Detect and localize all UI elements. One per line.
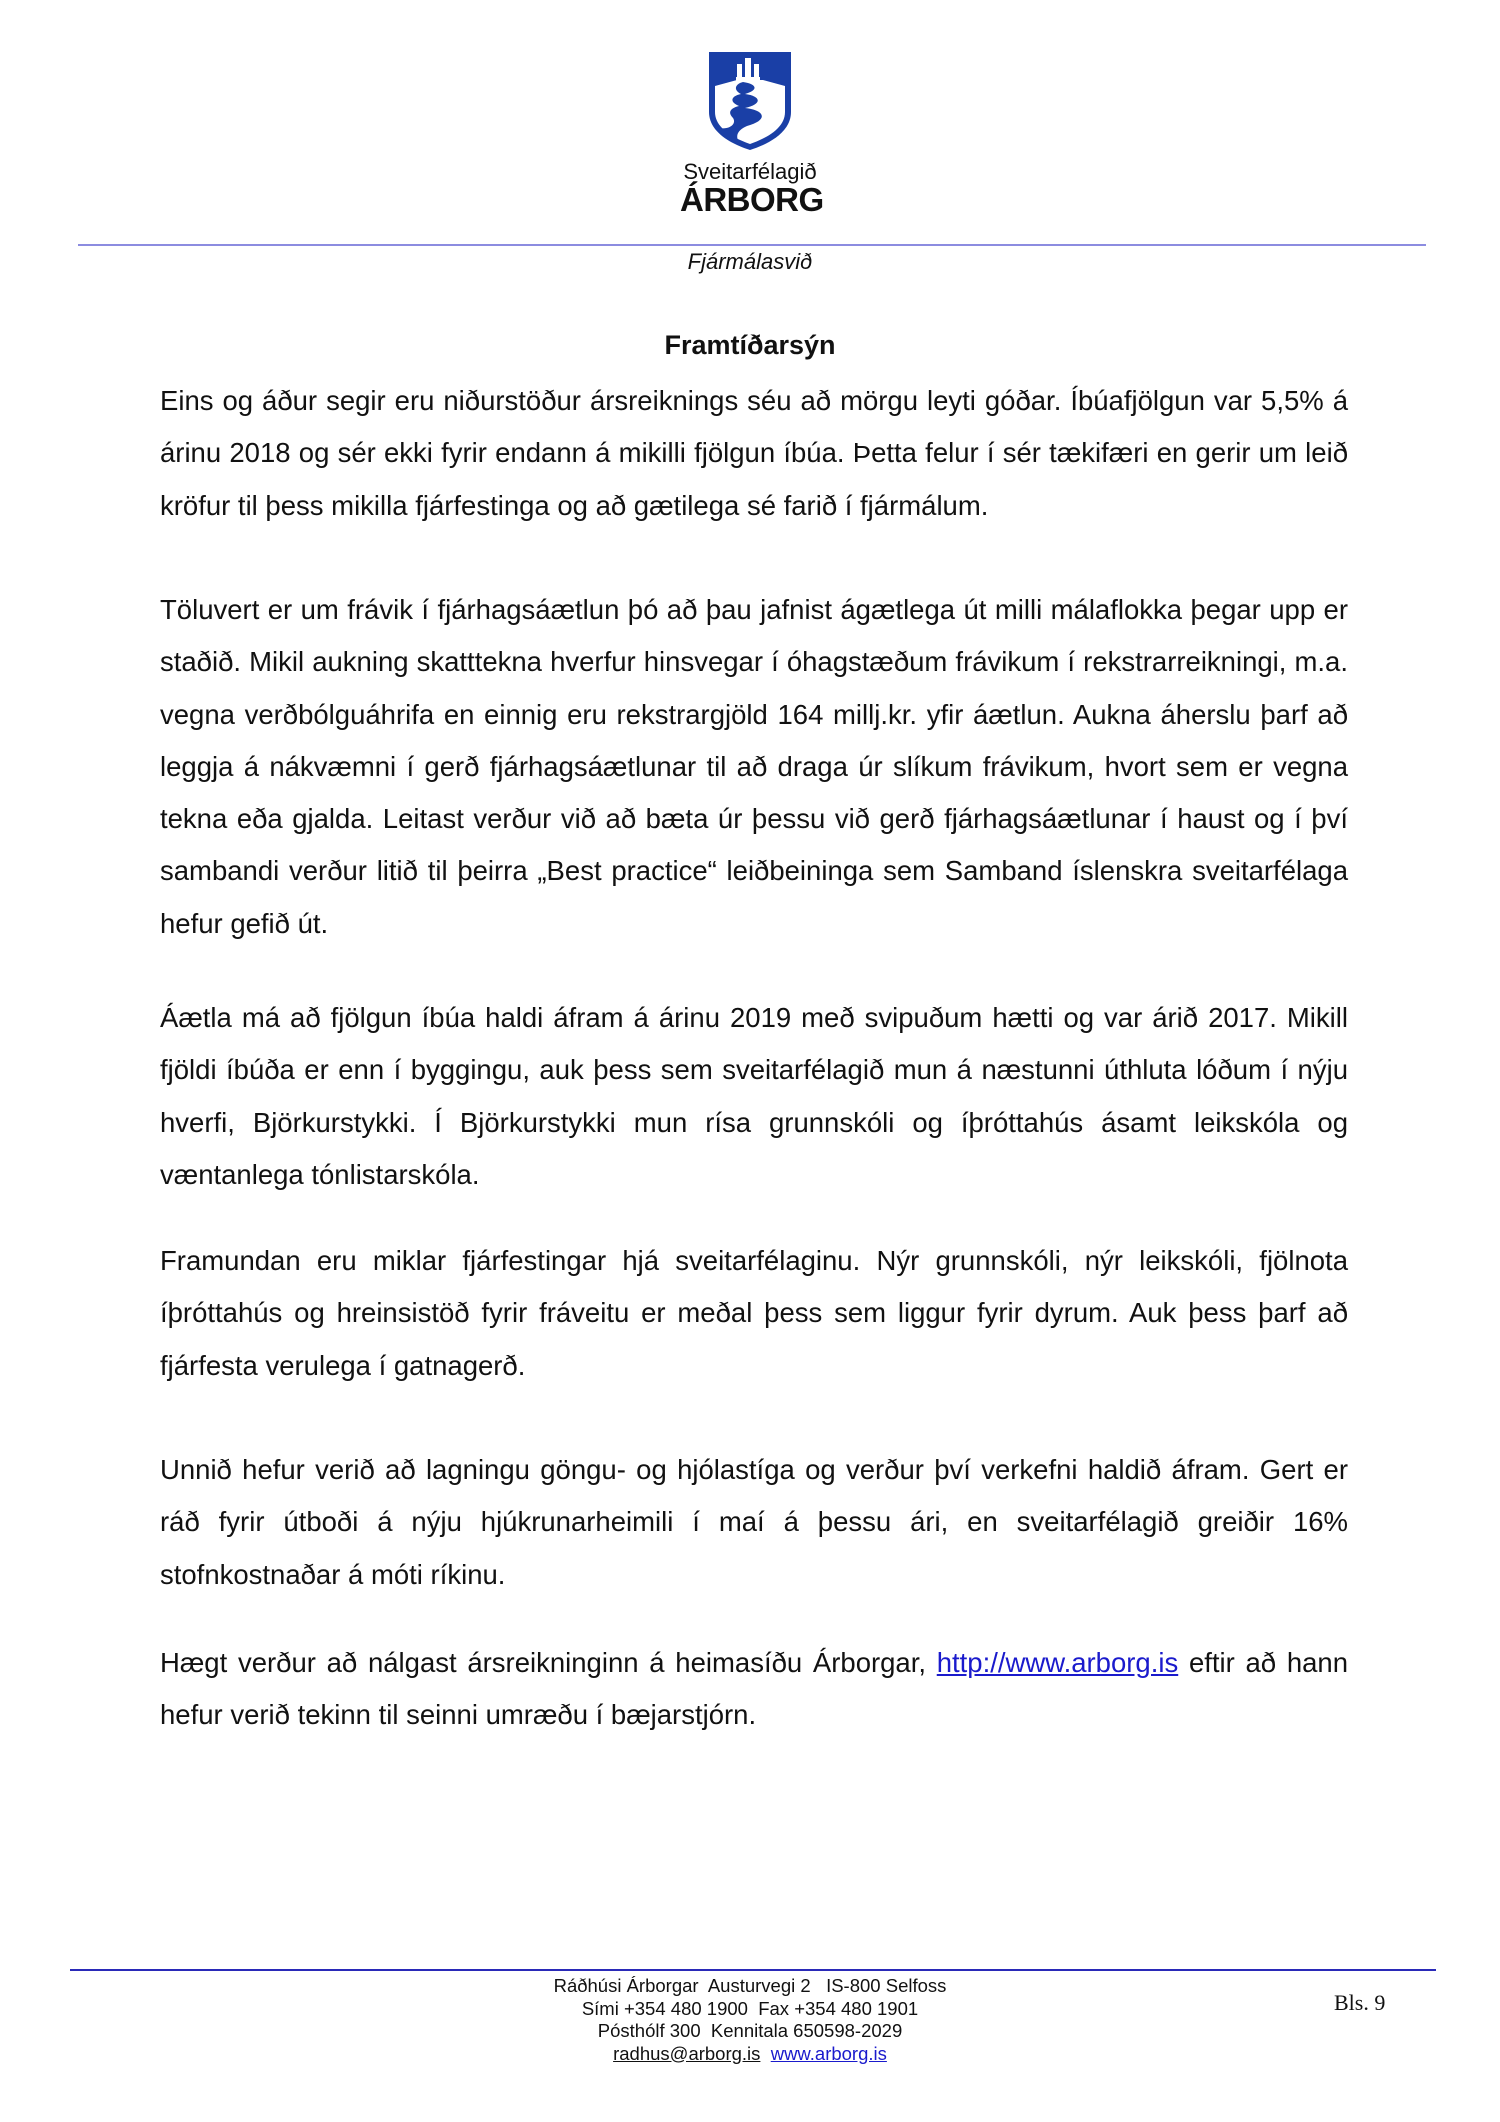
footer-website-link[interactable]: www.arborg.is [770, 2042, 887, 2064]
paragraph-text [160, 1637, 1348, 1742]
organization-logo [680, 50, 824, 218]
footer-postbox: Pósthólf 300 Kennitala 650598-2029 [597, 2020, 903, 2041]
paragraph-2 [160, 584, 1348, 950]
footer-address: Ráðhúsi Árborgar Austurvegi 2 IS-800 Selfoss [553, 1975, 947, 1996]
paragraph-6 [160, 1637, 1348, 1742]
section-title: Framtíðarsýn [664, 330, 836, 360]
paragraph-text: Framundan eru miklar fjárfestingar hjá sveitarfélaginu. Nýr grunnskóli, nýr leikskóli, fjölnota íþróttahús og hreinsistöð fyrir fráveitu er meðal þess sem liggur fyrir dyrum. Auk þess þarf að fjárfesta verulega í gatnagerð. [160, 1245, 1348, 1381]
paragraph-text-after-link: eftir að hann hefur verið tekinn til seinni umræðu í bæjarstjórn. [160, 1647, 1348, 1731]
footer-divider [70, 1969, 1436, 1971]
arborg-website-link[interactable]: http://www.arborg.is [936, 1647, 1179, 1678]
paragraph-4 [160, 1235, 1348, 1392]
paragraph-text: Töluvert er um frávik í fjárhagsáætlun þó að þau jafnist ágætlega út milli málaflokka þegar upp er staðið. Mikil aukning skatttekna hverfur hinsvegar í óhagstæðum frávikum í rekstrarreikningi, m.a. vegna verðbólguáhrifa en einnig eru rekstrargjöld 164 millj.kr. yfir áætlun. Aukna áherslu þarf að leggja á nákvæmni í gerð fjárhagsáætlunar til að draga úr slíkum frávikum, hvort sem er vegna tekna eða gjalda. Leitast verður við að bæta úr þessu við gerð fjárhagsáætlunar í haust og í því sambandi verður litið til þeirra „Best practice“ leiðbeininga sem Samband íslenskra sveitarfélaga hefur gefið út. [160, 594, 1348, 939]
logo-text-line2: ÁRBORG [680, 181, 824, 218]
footer-contact-block [0, 1975, 1500, 2065]
paragraph-1 [160, 375, 1348, 532]
department-label: Fjármálasvið [687, 249, 813, 274]
paragraph-3 [160, 992, 1348, 1201]
paragraph-5 [160, 1444, 1348, 1601]
paragraph-text-before-link: Hægt verður að nálgast ársreikninginn á heimasíðu Árborgar, [160, 1647, 937, 1678]
footer-links [0, 2043, 1500, 2066]
logo-text-line1: Sveitarfélagið [683, 159, 817, 184]
paragraph-text: Áætla má að fjölgun íbúa haldi áfram á árinu 2019 með svipuðum hætti og var árið 2017. Mikill fjöldi íbúða er enn í byggingu, auk þess sem sveitarfélagið mun á næstunni úthluta lóðum í nýju hverfi, Björkurstykki. Í Björkurstykki mun rísa grunnskóli og íþróttahús ásamt leikskóla og væntanlega tónlistarskóla. [160, 1002, 1348, 1190]
page-number: Bls. 9 [1334, 1990, 1386, 2015]
footer-phone-fax: Sími +354 480 1900 Fax +354 480 1901 [581, 1997, 919, 2019]
footer-email-link[interactable]: radhus@arborg.is [613, 2042, 761, 2064]
paragraph-text: Unnið hefur verið að lagningu göngu- og hjólastíga og verður því verkefni haldið áfram. Gert er ráð fyrir útboði á nýju hjúkrunarheimili í maí á þessu ári, en sveitarfélagið greiðir 16% stofnkostnaðar á móti ríkinu. [160, 1454, 1348, 1590]
header-divider [78, 244, 1426, 246]
arborg-coat-of-arms-icon [707, 50, 793, 152]
paragraph-text: Eins og áður segir eru niðurstöður ársreiknings séu að mörgu leyti góðar. Íbúafjölgun var 5,5% á árinu 2018 og sér ekki fyrir endann á mikilli fjölgun íbúa. Þetta felur í sér tækifæri en gerir um leið kröfur til þess mikilla fjárfestinga og að gætilega sé farið í fjármálum. [160, 385, 1348, 521]
